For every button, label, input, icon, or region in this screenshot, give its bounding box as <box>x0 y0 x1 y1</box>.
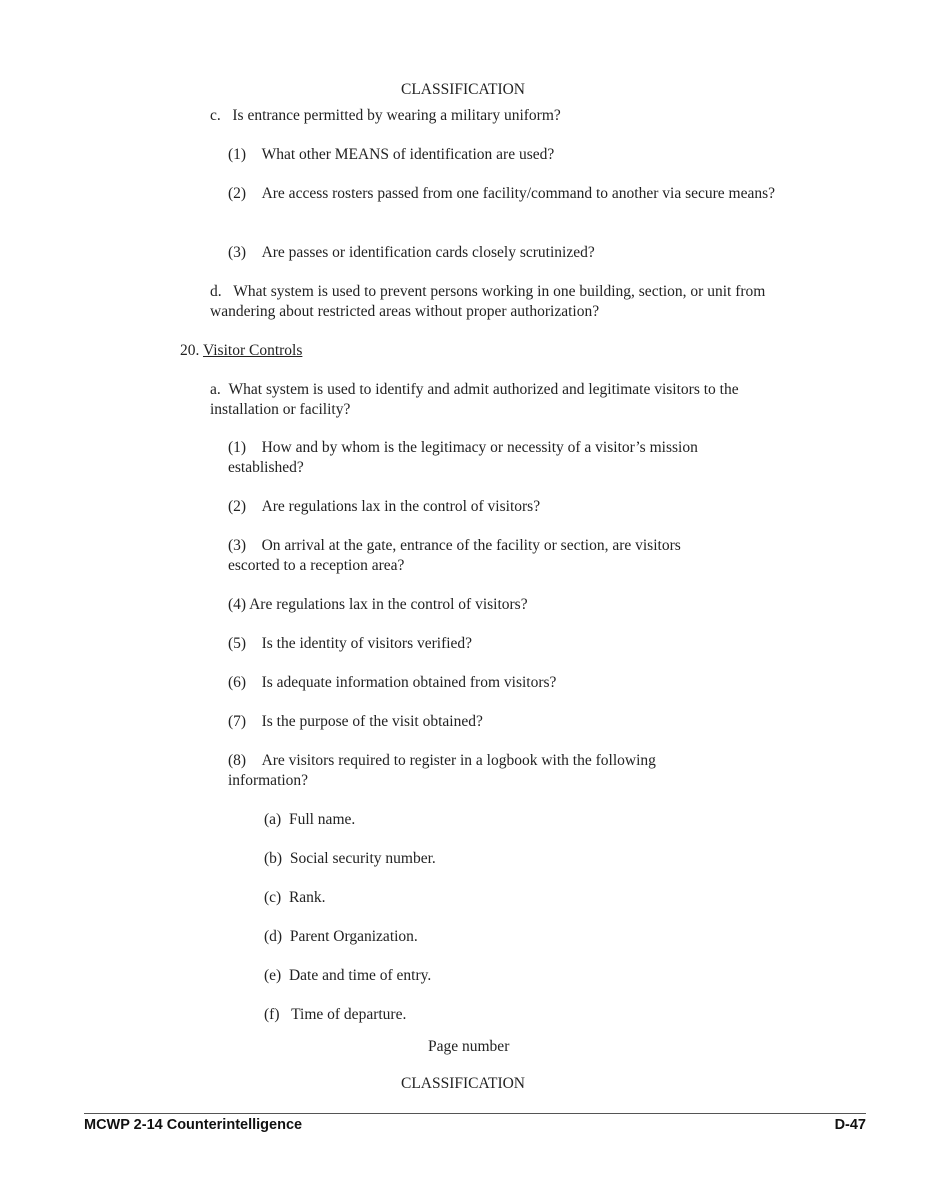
item-c2: (2) Are access rosters passed from one facility/command to another via secure means? <box>228 185 776 202</box>
footer-page-id: D-47 <box>834 1117 866 1133</box>
item-a6: (6) Is adequate information obtained from visitors? <box>228 674 557 691</box>
logbook-item-f: (f) Time of departure. <box>264 1006 407 1023</box>
logbook-item-b: (b) Social security number. <box>264 850 436 867</box>
footer-rule <box>84 1113 866 1114</box>
bottom-classification: CLASSIFICATION <box>400 1075 525 1092</box>
item-a7: (7) Is the purpose of the visit obtained? <box>228 713 483 730</box>
item-c1: (1) What other MEANS of identification are used? <box>228 146 555 163</box>
item-a: a. What system is used to identify and admit authorized and legitimate visitors to the installation or facility? <box>210 381 739 418</box>
section-20-number: 20. <box>180 342 200 359</box>
item-a2: (2) Are regulations lax in the control of visitors? <box>228 498 541 515</box>
logbook-item-e: (e) Date and time of entry. <box>264 967 432 984</box>
section-20-heading <box>180 341 302 361</box>
logbook-item-c: (c) Rank. <box>264 889 326 906</box>
item-a1: (1) How and by whom is the legitimacy or necessity of a visitor’s mission established? <box>228 439 698 476</box>
section-20-title: Visitor Controls <box>202 342 303 359</box>
item-c: c. Is entrance permitted by wearing a military uniform? <box>210 107 561 124</box>
item-a5: (5) Is the identity of visitors verified? <box>228 635 473 652</box>
page-number-label: Page number <box>428 1038 510 1055</box>
header-classification: CLASSIFICATION <box>400 81 525 98</box>
item-d: d. What system is used to prevent persons working in one building, section, or unit from wandering about restricted areas without proper authorization? <box>210 283 766 320</box>
item-a4: (4) Are regulations lax in the control of visitors? <box>228 596 528 613</box>
logbook-item-d: (d) Parent Organization. <box>264 928 418 945</box>
item-c3: (3) Are passes or identification cards closely scrutinized? <box>228 244 595 261</box>
item-a8: (8) Are visitors required to register in a logbook with the following information? <box>228 752 656 789</box>
logbook-item-a: (a) Full name. <box>264 811 356 828</box>
item-a3: (3) On arrival at the gate, entrance of the facility or section, are visitors escorted to a reception area? <box>228 537 681 574</box>
footer-publication-title: MCWP 2-14 Counterintelligence <box>84 1117 303 1133</box>
